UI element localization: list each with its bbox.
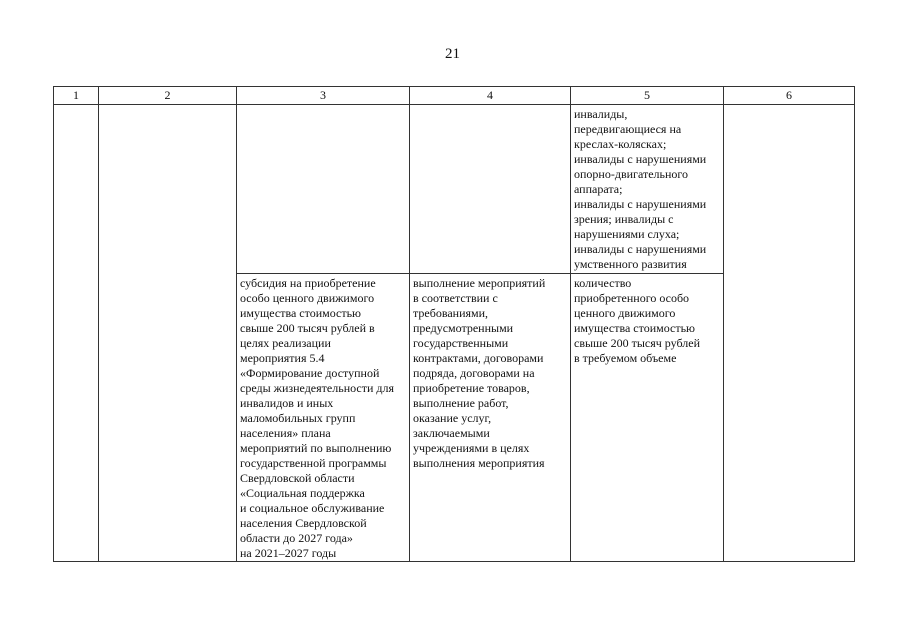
text-line: мероприятия 5.4 [240,351,325,365]
cell-upper-col4 [410,105,571,274]
text-line: выполнение мероприятий [413,276,546,290]
cell-lower-col3 [237,274,410,562]
table-row [54,105,855,274]
text-line: заключаемыми [413,426,490,440]
text-line: на 2021–2027 годы [240,546,337,560]
text-line: выполнения мероприятия [413,456,545,470]
disability-categories-text [571,105,723,272]
text-line: имущества стоимостью [240,306,362,320]
indicator-description-text [571,274,723,366]
text-line: предусмотренными [413,321,514,335]
text-line: опорно-двигательного [574,167,689,181]
text-line: нарушениями слуха; [574,227,680,241]
text-line: государственными [413,336,509,350]
text-line: области до 2027 года» [240,531,353,545]
text-line: количество [574,276,632,290]
text-line: маломобильных групп [240,411,356,425]
text-line: «Формирование доступной [240,366,380,380]
text-line: ценного движимого [574,306,676,320]
table-header-row [54,87,855,105]
text-line: подряда, договорами на [413,366,535,380]
header-cell-2: 2 [99,87,237,105]
text-line: аппарата; [574,182,623,196]
page-number: 21 [445,46,460,62]
text-line: инвалиды с нарушениями [574,242,707,256]
text-line: выполнение работ, [413,396,509,410]
measures-description-text [410,274,570,471]
header-cell-1: 1 [54,87,99,105]
text-line: приобретенного особо [574,291,690,305]
text-line: инвалиды с нарушениями [574,197,707,211]
cell-upper-col3 [237,105,410,274]
text-line: свыше 200 тысяч рублей [574,336,701,350]
text-line: умственного развития [574,257,687,271]
subsidy-description-text [237,274,409,561]
text-line: имущества стоимостью [574,321,696,335]
text-line: государственной программы [240,456,387,470]
text-line: приобретение товаров, [413,381,530,395]
header-cell-4: 4 [410,87,571,105]
text-line: среды жизнедеятельности для [240,381,395,395]
cell-lower-col5 [571,274,724,562]
document-table [53,86,855,562]
text-line: особо ценного движимого [240,291,375,305]
header-cell-5: 5 [571,87,724,105]
text-line: инвалиды, [574,107,628,121]
text-line: требованиями, [413,306,489,320]
text-line: свыше 200 тысяч рублей в [240,321,375,335]
header-cell-6: 6 [724,87,855,105]
text-line: в соответствии с [413,291,498,305]
text-line: мероприятий по выполнению [240,441,392,455]
cell-col6 [724,105,855,562]
cell-col1 [54,105,99,562]
text-line: населения Свердловской [240,516,367,530]
text-line: зрения; инвалиды с [574,212,674,226]
cell-col2 [99,105,237,562]
text-line: целях реализации [240,336,331,350]
text-line: передвигающиеся на [574,122,682,136]
cell-lower-col4 [410,274,571,562]
text-line: инвалидов и иных [240,396,334,410]
text-line: контрактами, договорами [413,351,544,365]
text-line: в требуемом объеме [574,351,677,365]
cell-upper-col5 [571,105,724,274]
text-line: «Социальная поддержка [240,486,365,500]
text-line: оказание услуг, [413,411,492,425]
text-line: креслах-колясках; [574,137,667,151]
text-line: субсидия на приобретение [240,276,376,290]
text-line: и социальное обслуживание [240,501,385,515]
text-line: населения» плана [240,426,331,440]
text-line: инвалиды с нарушениями [574,152,707,166]
text-line: учреждениями в целях [413,441,530,455]
text-line: Свердловской области [240,471,355,485]
header-cell-3: 3 [237,87,410,105]
